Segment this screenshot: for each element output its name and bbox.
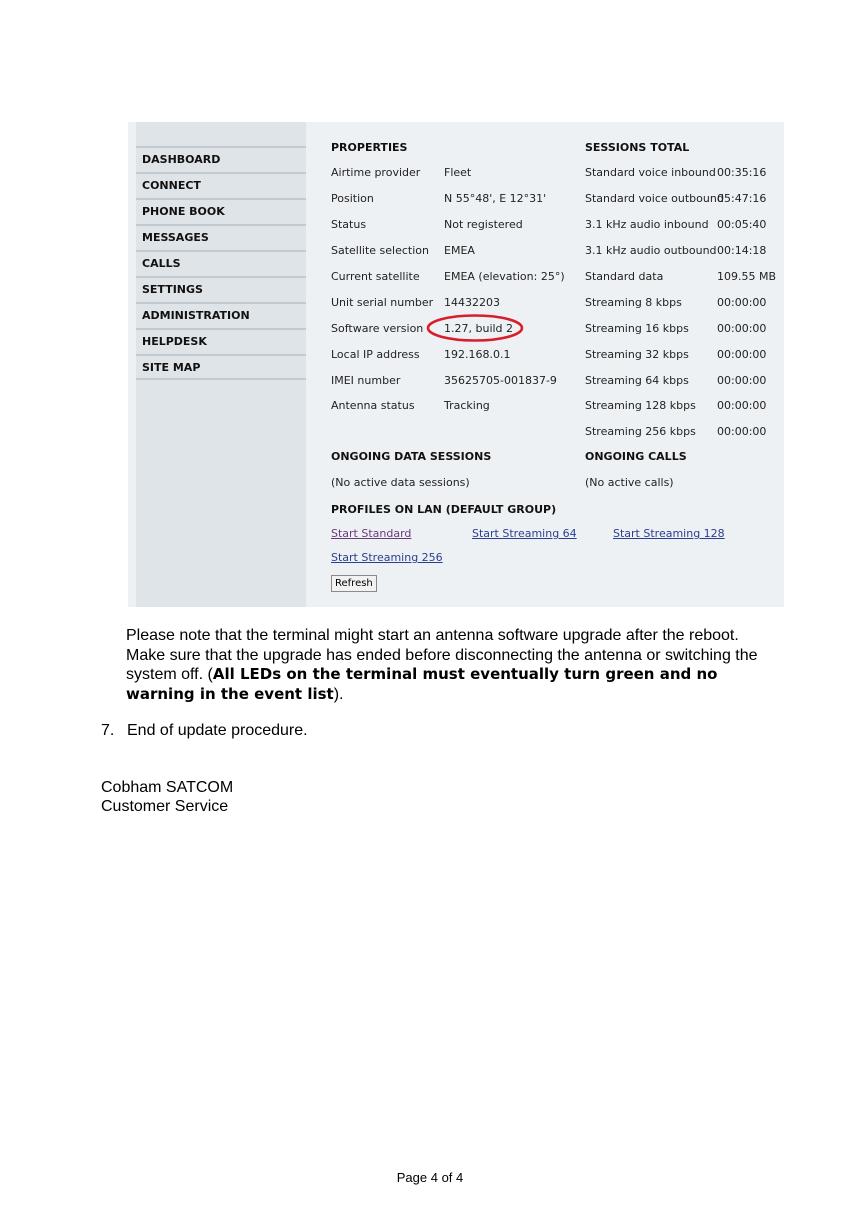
session-label: Streaming 8 kbps [585,296,682,309]
property-label: Position [331,192,374,205]
start-standard-link[interactable]: Start Standard [331,527,412,540]
ongoing-calls-heading: ONGOING CALLS [585,450,687,463]
nav-site-map[interactable]: SITE MAP [136,354,306,378]
step-text: End of update procedure. [127,722,308,739]
start-streaming-256-link[interactable]: Start Streaming 256 [331,551,443,564]
property-value: EMEA [444,244,475,257]
note-paragraph [126,626,776,704]
highlight-ellipse [425,313,525,343]
session-label: 3.1 kHz audio inbound [585,218,709,231]
ongoing-calls-text: (No active calls) [585,476,674,489]
property-label: Status [331,218,367,231]
profiles-heading: PROFILES ON LAN (DEFAULT GROUP) [331,503,557,516]
nav-dashboard[interactable]: DASHBOARD [136,146,306,170]
property-label: Airtime provider [331,166,421,179]
session-value: 00:35:16 [717,166,767,179]
property-value: Tracking [444,399,490,412]
session-label: Streaming 16 kbps [585,322,689,335]
department-name: Customer Service [101,798,229,815]
property-value: 192.168.0.1 [444,348,511,361]
property-label: Current satellite [331,270,420,283]
session-value: 00:00:00 [717,399,767,412]
session-label: Streaming 64 kbps [585,374,689,387]
session-value: 00:00:00 [717,425,767,438]
session-value: 05:47:16 [717,192,767,205]
start-streaming-64-link[interactable]: Start Streaming 64 [472,527,577,540]
property-label: Satellite selection [331,244,429,257]
property-value: Not registered [444,218,523,231]
session-label: Streaming 128 kbps [585,399,696,412]
property-label: Software version [331,322,424,335]
session-value: 00:14:18 [717,244,767,257]
session-value: 00:00:00 [717,374,767,387]
session-label: Standard voice outbound [585,192,724,205]
property-label: Local IP address [331,348,420,361]
nav-calls[interactable]: CALLS [136,250,306,274]
session-label: Streaming 32 kbps [585,348,689,361]
nav-settings[interactable]: SETTINGS [136,276,306,300]
ongoing-data-text: (No active data sessions) [331,476,470,489]
property-label: IMEI number [331,374,401,387]
property-value: EMEA (elevation: 25°) [444,270,565,283]
session-value: 00:05:40 [717,218,767,231]
nav-connect[interactable]: CONNECT [136,172,306,196]
note-end: ). [333,685,344,703]
session-label: 3.1 kHz audio outbound [585,244,717,257]
property-value: 14432203 [444,296,500,309]
terminal-web-screenshot [128,122,784,607]
session-label: Streaming 256 kbps [585,425,696,438]
nav-phone-book[interactable]: PHONE BOOK [136,198,306,222]
nav-helpdesk[interactable]: HELPDESK [136,328,306,352]
ongoing-data-heading: ONGOING DATA SESSIONS [331,450,492,463]
properties-heading: PROPERTIES [331,141,408,154]
start-streaming-128-link[interactable]: Start Streaming 128 [613,527,725,540]
nav-administration[interactable]: ADMINISTRATION [136,302,306,326]
nav-divider [136,378,306,380]
session-label: Standard voice inbound [585,166,716,179]
software-version-value: 1.27, build 2 [444,322,514,335]
property-label: Unit serial number [331,296,434,309]
sidebar-nav [136,122,306,607]
company-name: Cobham SATCOM [101,779,234,796]
session-value: 00:00:00 [717,296,767,309]
note-text: Please note that the terminal might start an antenna software upgrade after the reboot. Make sure that the upgrade has ended before disconnecting the antenna or switching the system off. ( [126,627,758,683]
property-value: Fleet [444,166,472,179]
session-value: 00:00:00 [717,348,767,361]
nav-messages[interactable]: MESSAGES [136,224,306,248]
property-value: N 55°48', E 12°31' [444,192,547,205]
property-label: Antenna status [331,399,415,412]
page-footer: Page 4 of 4 [396,1170,464,1185]
property-value: 35625705-001837-9 [444,374,557,387]
session-value: 109.55 MB [717,270,777,283]
sessions-heading: SESSIONS TOTAL [585,141,690,154]
step-number: 7. [101,722,115,739]
session-value: 00:00:00 [717,322,767,335]
session-label: Standard data [585,270,664,283]
refresh-button[interactable]: Refresh [331,575,377,592]
note-bold-text: All LEDs on the terminal must eventually turn green and no warning in the event list [126,665,718,703]
